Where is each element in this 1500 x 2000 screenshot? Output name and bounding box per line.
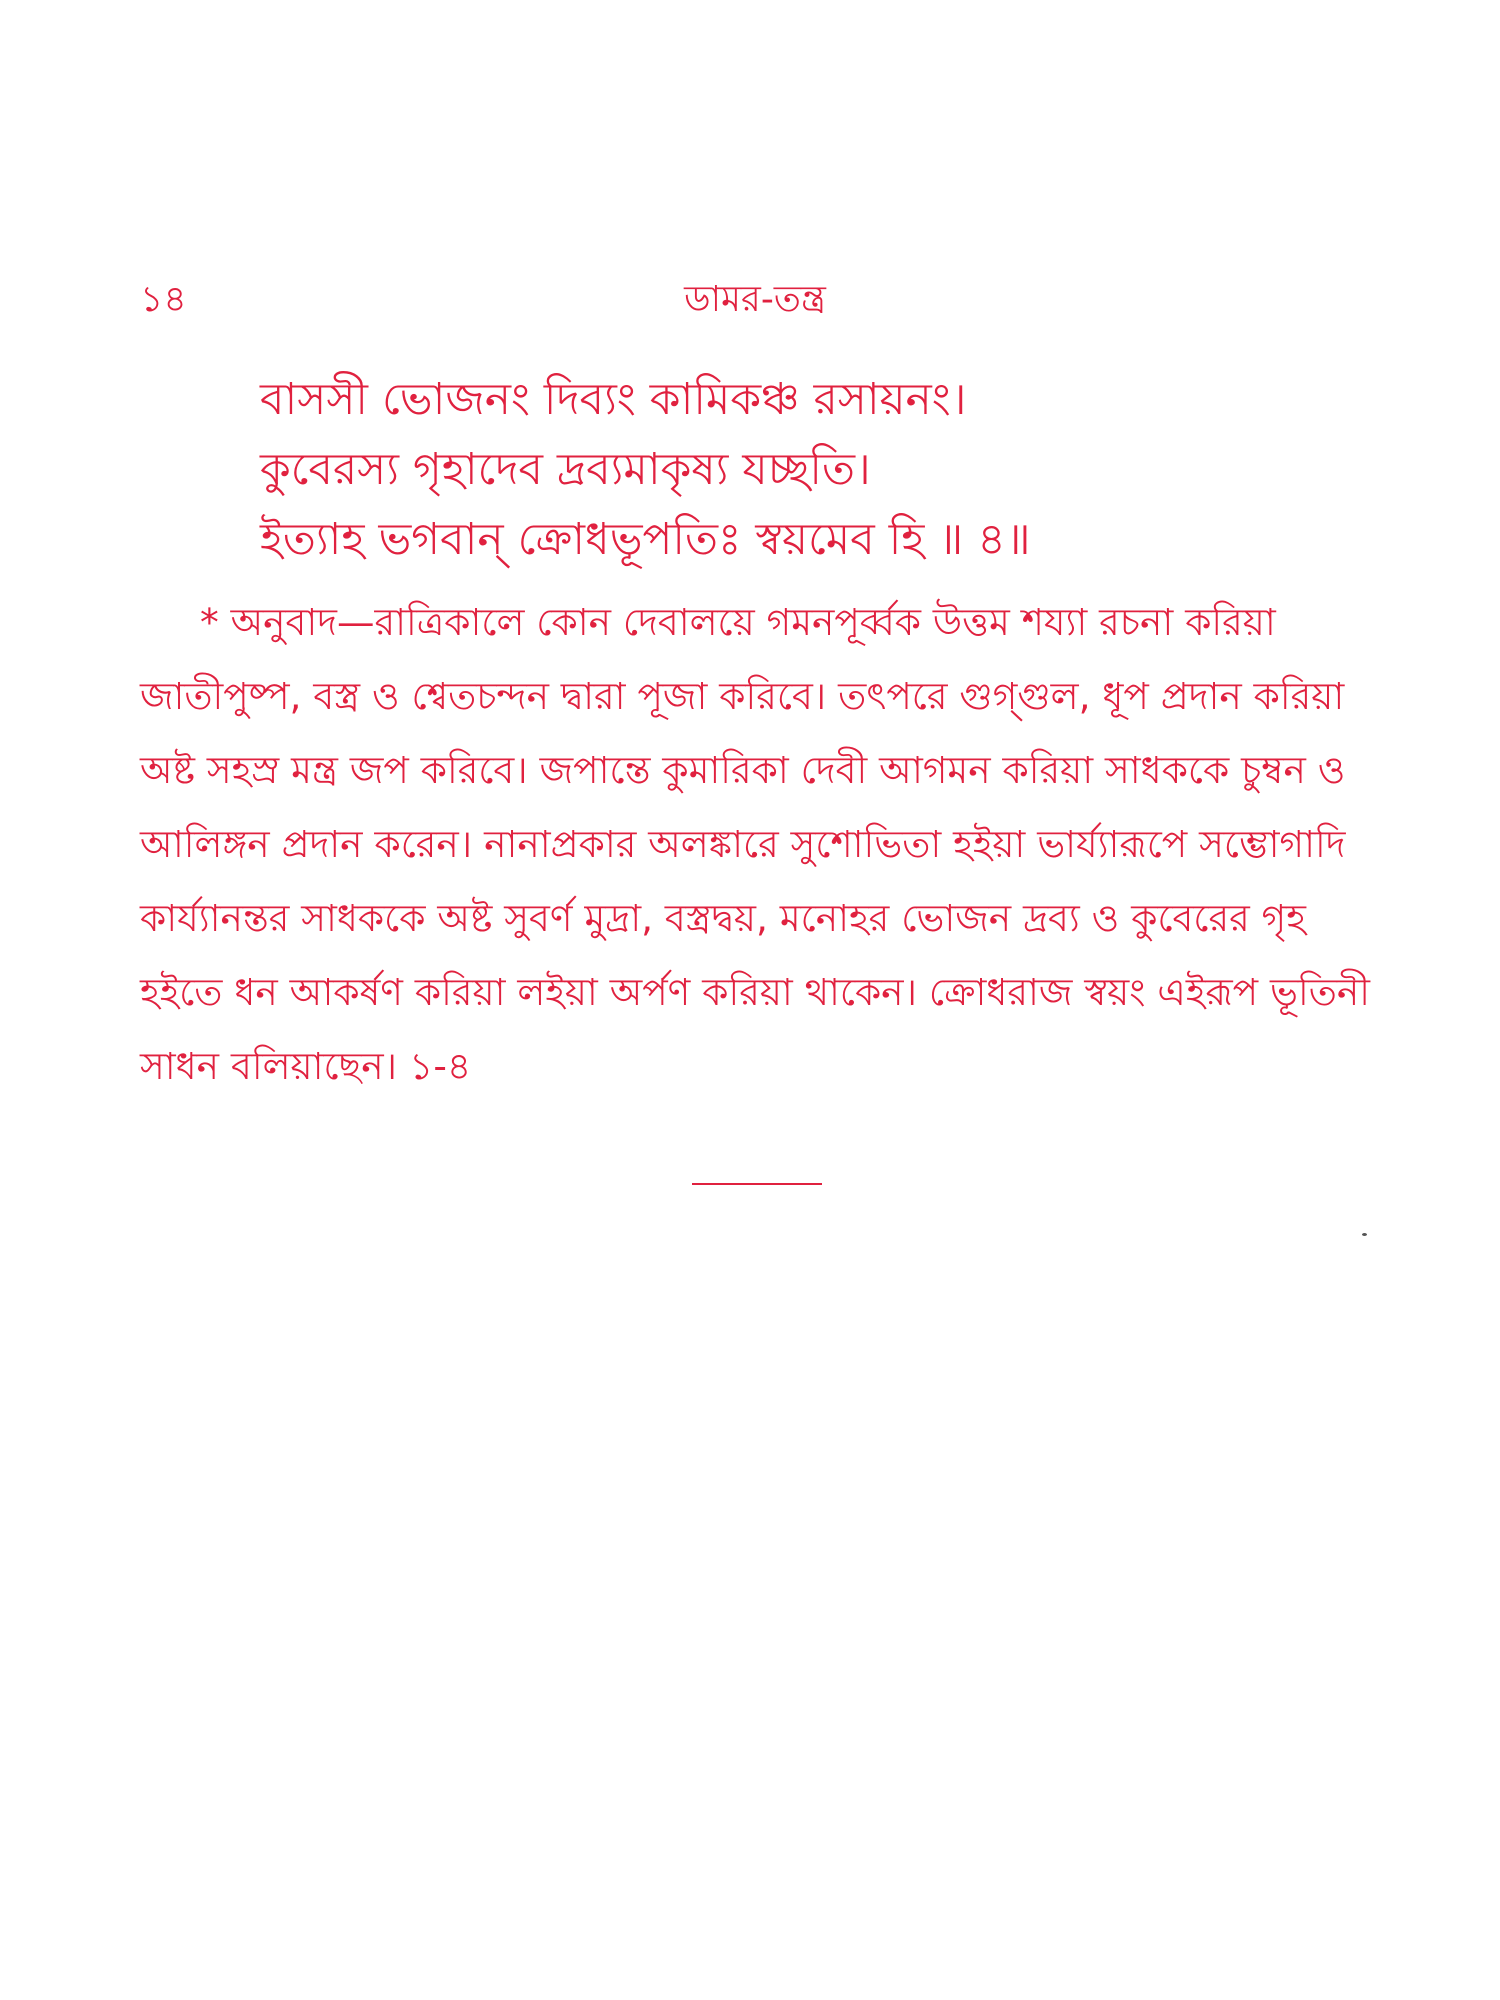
translation-paragraph: * অনুবাদ—রাত্রিকালে কোন দেবালয়ে গমনপূর্ব্বক উত্তম শয্যা রচনা করিয়া জাতীপুষ্প, বস্ত্র ও শ্বেতচন্দন দ্বারা পূজা করিবে। তৎপরে গুগ্গুল, ধূপ প্রদান করিয়া অষ্ট সহস্র মন্ত্র জপ করিবে। জপান্তে কুমারিকা দেবী আগমন করিয়া সাধককে চুম্বন ও আলিঙ্গন প্রদান করেন। নানাপ্রকার অলঙ্কারে সুশোভিতা হইয়া ভার্য্যারূপে সম্ভোগাদি কার্য্যানন্তর সাধককে অষ্ট সুবর্ণ মুদ্রা, বস্ত্রদ্বয়, মনোহর ভোজন দ্রব্য ও কুবেরের গৃহ হইতে ধন আকর্ষণ করিয়া লইয়া অর্পণ করিয়া থাকেন। ক্রোধরাজ স্বয়ং এইরূপ ভূতিনী সাধন বলিয়াছেন। ১-৪ (140, 600, 1370, 1088)
running-title: ডামর-তন্ত্র (684, 279, 826, 320)
section-divider (692, 1183, 822, 1185)
verse-line: বাসসী ভোজনং দিব্যং কামিকঞ্চ রসায়নং। (260, 374, 967, 425)
page-header (140, 270, 1370, 330)
translation-block (140, 585, 1370, 1103)
print-speck (1362, 1233, 1367, 1236)
verse-line: ইত্যাহ ভগবান্ ক্রোধভূপতিঃ স্বয়মেব হি ॥ ৪॥ (260, 514, 1031, 565)
verse-line: কুবেরস্য গৃহাদেব দ্রব্যমাকৃষ্য যচ্ছতি। (260, 444, 871, 495)
page-number: ১৪ (140, 279, 187, 320)
verse-block (260, 365, 1380, 575)
